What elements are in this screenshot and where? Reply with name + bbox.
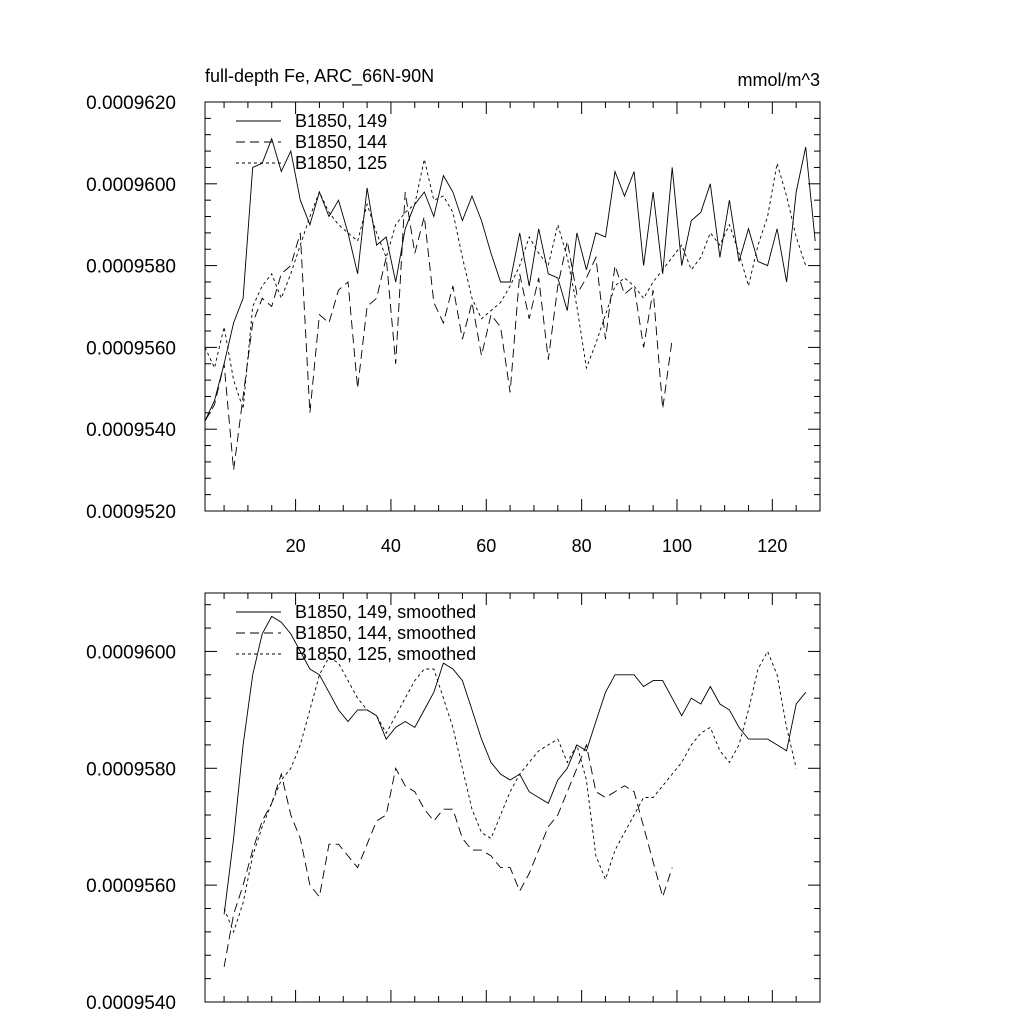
units-label: mmol/m^3 <box>737 70 820 90</box>
x-tick-label: 60 <box>476 536 497 556</box>
legend-label-1: B1850, 149 <box>295 111 388 131</box>
legend <box>236 111 387 173</box>
x-tick-label: 40 <box>380 536 401 556</box>
y-tick-label: 0.0009600 <box>86 174 176 196</box>
series-line-3 <box>205 159 806 408</box>
y-tick-label: 0.0009520 <box>86 502 176 523</box>
y-tick-labels <box>86 93 176 523</box>
series-lines <box>205 139 815 470</box>
legend-label-3: B1850, 125, smoothed <box>295 644 477 664</box>
legend-label-1: B1850, 149, smoothed <box>295 602 477 622</box>
series-line-2 <box>205 192 672 470</box>
y-tick-label: 0.0009560 <box>86 876 176 898</box>
legend <box>236 602 476 664</box>
y-tick-label: 0.0009580 <box>86 256 176 278</box>
panel-bottom <box>86 593 820 1014</box>
legend-label-2: B1850, 144 <box>295 132 388 152</box>
y-tick-label: 0.0009560 <box>86 338 176 360</box>
x-tick-label: 80 <box>571 536 592 556</box>
legend-label-2: B1850, 144, smoothed <box>295 623 477 643</box>
series-lines <box>224 616 806 967</box>
y-tick-label: 0.0009540 <box>86 993 176 1014</box>
x-tick-label: 100 <box>661 536 693 556</box>
x-tick-label: 120 <box>757 536 788 556</box>
chart-title: full-depth Fe, ARC_66N-90N <box>205 66 435 86</box>
series-line-2 <box>224 745 672 967</box>
y-tick-label: 0.0009620 <box>86 93 176 114</box>
y-tick-label: 0.0009540 <box>86 420 176 442</box>
legend-label-3: B1850, 125 <box>295 153 388 173</box>
series-line-1 <box>205 139 815 421</box>
x-tick-label: 20 <box>285 536 306 556</box>
y-tick-label: 0.0009580 <box>86 759 176 781</box>
series-line-3 <box>224 651 796 932</box>
y-tick-label: 0.0009600 <box>86 642 176 664</box>
y-tick-labels <box>86 642 176 1014</box>
x-tick-labels <box>286 536 788 556</box>
panel-top <box>86 66 820 556</box>
